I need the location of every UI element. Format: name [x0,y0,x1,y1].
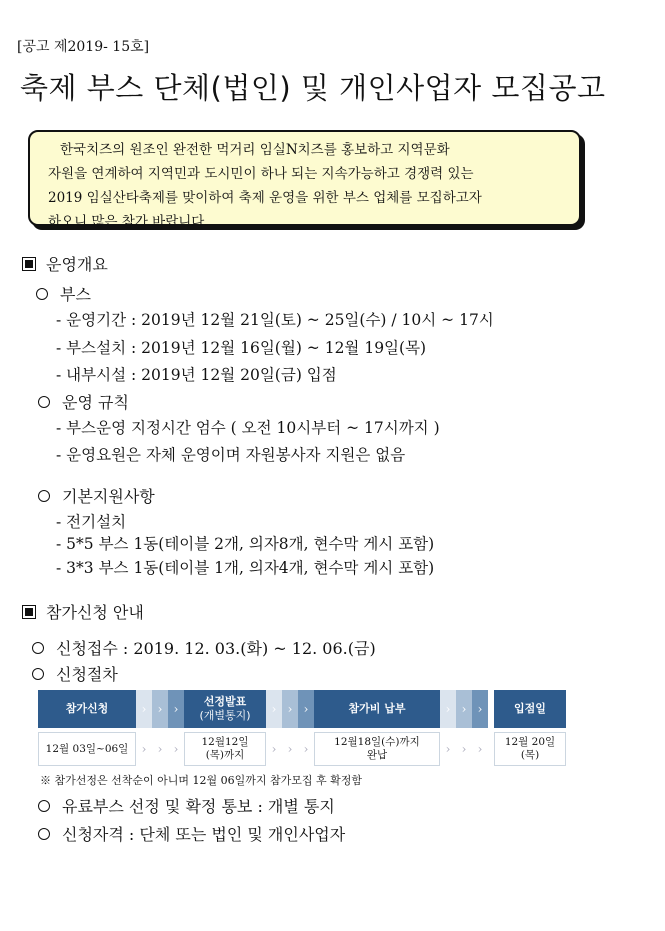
chevron-right-icon: › [173,742,179,756]
application-period [32,636,376,659]
step-head-label: 참가비 납부 [348,702,406,715]
notice-number: [공고 제2019- 15호] [17,39,150,55]
chevron-right-icon: › [298,690,314,728]
step-body-text: 12월 03일~06일 [45,742,129,755]
chevron-right-icon: › [141,742,147,756]
chevron-right-icon: › [136,690,152,728]
subsection-rules [38,390,129,413]
filled-square-icon [22,605,36,619]
procedure-title: 신청절차 [56,665,118,684]
chevron-right-icon: › [461,742,467,756]
procedure-flow [38,690,566,770]
section-title: 운영개요 [46,255,108,274]
chevron-right-icon: › [445,742,451,756]
step-arrows [266,690,314,728]
step-head-sub: (개별통지) [199,709,251,722]
list-item: - 부스운영 지정시간 엄수 ( 오전 10시부터 ~ 17시까지 ) [56,419,440,437]
circle-bullet-icon [36,288,48,300]
chevron-right-icon: › [303,742,309,756]
chevron-right-icon: › [152,690,168,728]
page-title: 축제 부스 단체(법인) 및 개인사업자 모집공고 [20,71,606,105]
step-body [314,732,440,766]
step-head [38,690,136,728]
step-body-text: (목)까지 [205,749,245,761]
step-body-text: (목) [520,749,540,761]
circle-bullet-icon [38,396,50,408]
step-arrows [136,732,184,766]
step-body [494,732,566,766]
step-body [184,732,266,766]
chevron-right-icon: › [456,690,472,728]
list-item: - 내부시설 : 2019년 12월 20일(금) 입점 [56,366,337,384]
qualification [38,822,345,845]
step-head-label: 참가신청 [65,702,109,715]
period-text: 신청접수 : 2019. 12. 03.(화) ~ 12. 06.(금) [56,639,376,658]
chevron-right-icon: › [440,690,456,728]
qualification-text: 신청자격 : 단체 또는 법인 및 개인사업자 [62,825,346,844]
subsection-title: 기본지원사항 [62,487,155,506]
section-overview [22,252,108,275]
list-item: - 부스설치 : 2019년 12월 16일(월) ~ 12월 19일(목) [56,339,427,357]
step-head-label: 선정발표 [203,695,247,708]
list-item: - 운영요원은 자체 운영이며 자원봉사자 지원은 없음 [56,446,406,464]
step-body [38,732,136,766]
chevron-right-icon: › [477,742,483,756]
step-arrows [440,732,488,766]
chevron-right-icon: › [266,690,282,728]
step-head-label: 입점일 [514,702,546,715]
intro-line: 자원을 연계하여 지역민과 도시민이 하나 되는 지속가능하고 경쟁력 있는 [48,166,474,182]
subsection-support [38,484,155,507]
paid-booth-text: 유료부스 선정 및 확정 통보 : 개별 통지 [62,797,335,816]
list-item: - 전기설치 [56,513,127,531]
chevron-right-icon: › [287,742,293,756]
subsection-booth [36,282,91,305]
circle-bullet-icon [32,642,44,654]
list-item: - 운영기간 : 2019년 12월 21일(토) ~ 25일(수) / 10시 ~ 17시 [56,311,494,329]
filled-square-icon [22,257,36,271]
procedure-heading [32,662,118,685]
step-arrows [136,690,184,728]
selection-note: ※ 참가선정은 선착순이 아니며 12월 06일까지 참가모집 후 확정함 [40,774,362,787]
intro-line: 하오니 많은 참가 바랍니다. [48,214,209,230]
chevron-right-icon: › [157,742,163,756]
chevron-right-icon: › [168,690,184,728]
circle-bullet-icon [38,800,50,812]
circle-bullet-icon [38,828,50,840]
intro-box [28,130,581,230]
step-arrows [440,690,488,728]
section-title: 참가신청 안내 [46,603,144,622]
chevron-right-icon: › [282,690,298,728]
step-head [314,690,440,728]
intro-line: 2019 임실산타축제를 맞이하여 축제 운영을 위한 부스 업체를 모집하고자 [48,190,482,206]
step-body-text: 12월18일(수)까지 [334,736,420,748]
chevron-right-icon: › [472,690,488,728]
list-item: - 5*5 부스 1동(테이블 2개, 의자8개, 현수막 게시 포함) [56,535,435,553]
list-item: - 3*3 부스 1동(테이블 1개, 의자4개, 현수막 게시 포함) [56,559,435,577]
step-head [494,690,566,728]
intro-line: 한국치즈의 원조인 완전한 먹거리 임실N치즈를 홍보하고 지역문화 [60,142,450,158]
circle-bullet-icon [32,668,44,680]
step-arrows [266,732,314,766]
step-head [184,690,266,728]
step-body-text: 12월 20일 [504,736,556,748]
subsection-title: 운영 규칙 [62,393,129,412]
paid-booth-notice [38,794,335,817]
step-body-text: 12월12일 [201,736,249,748]
step-body-text: 완납 [366,749,388,761]
chevron-right-icon: › [271,742,277,756]
circle-bullet-icon [38,490,50,502]
subsection-title: 부스 [60,285,91,304]
section-application [22,600,144,623]
